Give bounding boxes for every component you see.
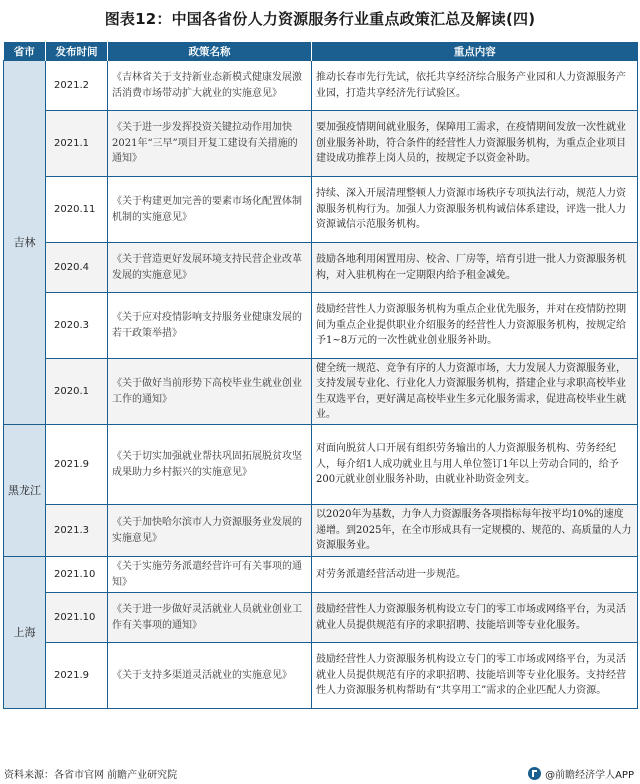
key-content-cell: 鼓励各地利用闲置用房、校舍、厂房等，培育引进一批人力资源服务机构，对入驻机构在一定期限内给予租金减免。: [312, 243, 638, 293]
policy-name-cell: 《关于营造更好发展环境支持民营企业改革发展的实施意见》: [108, 243, 312, 293]
table-header-row: [4, 42, 638, 61]
table-row: [4, 293, 638, 359]
key-content-cell: 对劳务派遣经营活动进一步规范。: [312, 557, 638, 593]
table-row: [4, 111, 638, 177]
policy-name-cell: 《吉林省关于支持新业态新模式健康发展激活消费市场带动扩大就业的实施意见》: [108, 61, 312, 111]
figure-title: 图表12：中国各省份人力资源服务行业重点政策汇总及解读(四): [104, 9, 536, 28]
source-note: 资料来源：各省市官网 前瞻产业研究院: [4, 769, 178, 781]
key-content-cell: 鼓励经营性人力资源服务机构为重点企业优先服务，并对在疫情防控期间为重点企业提供职业介绍服务的经营性人力资源服务机构，按规定给予1~8万元的一次性就业创业服务补助。: [312, 293, 638, 359]
brand-logo-icon: [528, 767, 541, 780]
key-content-cell: 鼓励经营性人力资源服务机构设立专门的零工市场或网络平台，为灵活就业人员提供规范有序的求职招聘、技能培训等专业化服务。: [312, 593, 638, 643]
table-row: [4, 425, 638, 505]
policy-name-cell: 《关于加快哈尔滨市人力资源服务业发展的实施意见》: [108, 505, 312, 557]
policy-name-cell: 《关于支持多渠道灵活就业的实施意见》: [108, 643, 312, 709]
brand-mark: [528, 764, 634, 782]
policy-table: [3, 42, 638, 709]
header-content: 重点内容: [312, 42, 638, 61]
date-cell: 2021.1: [46, 111, 108, 177]
key-content-cell: 以2020年为基数，力争人力资源服务各项指标每年按平均10%的速度递增。到2025年，在全市形成具有一定规模的、规范的、高质量的人力资源服务业。: [312, 505, 638, 557]
table-row: [4, 505, 638, 557]
policy-name-cell: 《关于实施劳务派遣经营许可有关事项的通知》: [108, 557, 312, 593]
date-cell: 2021.9: [46, 643, 108, 709]
date-cell: 2021.10: [46, 557, 108, 593]
header-policy: 政策名称: [108, 42, 312, 61]
policy-name-cell: 《关于应对疫情影响支持服务业健康发展的若干政策举措》: [108, 293, 312, 359]
key-content-cell: 对面向脱贫人口开展有组织劳务输出的人力资源服务机构、劳务经纪人，每介绍1人成功就业且与用人单位签订1年以上劳动合同的，给予200元就业创业服务补助，由就业补助资金列支。: [312, 425, 638, 505]
table-row: [4, 593, 638, 643]
table-row: [4, 557, 638, 593]
table-row: [4, 643, 638, 709]
header-province: 省市: [4, 42, 46, 61]
province-cell-jilin: 吉林: [4, 61, 46, 425]
policy-name-cell: 《关于进一步发挥投资关键拉动作用加快2021年“三早”项目开复工建设有关措施的通知》: [108, 111, 312, 177]
key-content-cell: 要加强疫情期间就业服务，保障用工需求，在疫情期间发放一次性就业创业服务补助，符合条件的经营性人力资源服务机构，为重点企业项目建设成功推荐上岗人员的，按规定予以资金补助。: [312, 111, 638, 177]
key-content-cell: 鼓励经营性人力资源服务机构设立专门的零工市场或网络平台，为灵活就业人员提供规范有序的求职招聘、技能培训等专业化服务。支持经营性人力资源服务机构帮助有“共享用工”需求的企业匹配人力资源。: [312, 643, 638, 709]
table-row: [4, 177, 638, 243]
date-cell: 2021.10: [46, 593, 108, 643]
key-content-cell: 健全统一规范、竞争有序的人力资源市场，大力发展人力资源服务业，支持发展专业化、行业化人力资源服务机构，搭建企业与求职高校毕业生双选平台，更好满足高校毕业生多元化服务需求，促进高校毕业生就业。: [312, 359, 638, 425]
key-content-cell: 推动长春市先行先试，依托共享经济综合服务产业园和人力资源服务产业园，打造共享经济先行试验区。: [312, 61, 638, 111]
date-cell: 2021.2: [46, 61, 108, 111]
date-cell: 2021.9: [46, 425, 108, 505]
key-content-cell: 持续、深入开展清理整顿人力资源市场秩序专项执法行动，规范人力资源服务机构行为。加强人力资源服务机构诚信体系建设，评选一批人力资源诚信示范服务机构。: [312, 177, 638, 243]
policy-name-cell: 《关于进一步做好灵活就业人员就业创业工作有关事项的通知》: [108, 593, 312, 643]
date-cell: 2021.3: [46, 505, 108, 557]
date-cell: 2020.11: [46, 177, 108, 243]
policy-name-cell: 《关于切实加强就业帮扶巩固拓展脱贫攻坚成果助力乡村振兴的实施意见》: [108, 425, 312, 505]
date-cell: 2020.4: [46, 243, 108, 293]
header-date: 发布时间: [46, 42, 108, 61]
date-cell: 2020.3: [46, 293, 108, 359]
date-cell: 2020.1: [46, 359, 108, 425]
brand-label: @前瞻经济学人APP: [545, 769, 634, 781]
policy-name-cell: 《关于做好当前形势下高校毕业生就业创业工作的通知》: [108, 359, 312, 425]
policy-name-cell: 《关于构建更加完善的要素市场化配置体制机制的实施意见》: [108, 177, 312, 243]
province-cell-shanghai: 上海: [4, 557, 46, 709]
table-row: [4, 359, 638, 425]
table-row: [4, 243, 638, 293]
table-row: [4, 61, 638, 111]
province-cell-heilongjiang: 黑龙江: [4, 425, 46, 557]
